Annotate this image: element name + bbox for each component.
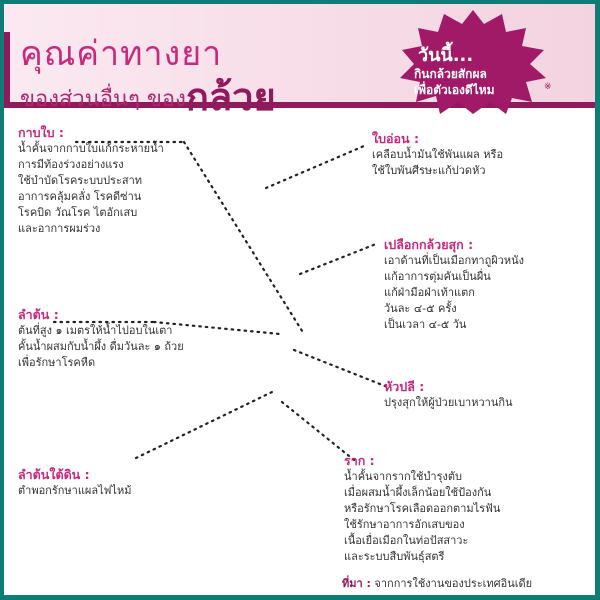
ripe-peel-line: แก้ฝ่ามือฝ่าเท้าแตก <box>384 286 475 299</box>
leaf-sheath-heading: กาบใบ : <box>18 125 64 140</box>
connector-underground-stem <box>136 392 272 458</box>
leaf-sheath-line: ใช้บำบัดโรคระบบประสาท <box>18 174 143 187</box>
stem-heading: ลำต้น : <box>18 307 59 322</box>
section-banana-blossom <box>384 378 513 411</box>
badge-line-2: กินกล้วยสักผล <box>414 67 487 81</box>
stem-line: เพื่อรักษาโรคหืด <box>18 356 96 369</box>
young-leaf-line: เคลือบน้ำมันใช้พันแผล หรือ <box>372 148 504 161</box>
root-line: เนื้อเยื่อเมือกในท่อปัสสาวะ <box>344 534 469 547</box>
subtitle-prefix: ของส่วนอื่นๆ ของ <box>20 87 186 112</box>
root-line: น้ำคั้นจากรากใช้บำรุงตับ <box>344 470 463 483</box>
stem-line: ต้นที่สูง ๑ เมตรให้น้ำไปอบในเตา <box>18 324 173 337</box>
leaf-sheath-line: โรคบิด วัณโรค ไตอักเสบ <box>18 206 138 219</box>
leaf-sheath-line: การมีท้องร่วงอย่างแรง <box>18 158 124 171</box>
section-root <box>344 452 500 565</box>
badge-mark: ※ <box>544 82 552 92</box>
banana-blossom-line: ปรุงสุกให้ผู้ป่วยเบาหวานกิน <box>384 396 513 409</box>
badge-line-3: เพื่อตัวเองดีไหม <box>414 83 495 97</box>
source-label: ที่มา : <box>342 577 371 590</box>
section-ripe-peel <box>384 236 524 333</box>
banana-blossom-heading: หัวปลี : <box>384 379 425 394</box>
ripe-peel-heading: เปลือกกล้วยสุก : <box>384 237 474 252</box>
section-leaf-sheath <box>18 124 164 237</box>
underground-stem-heading: ลำต้นใต้ดิน : <box>18 467 90 482</box>
leaf-sheath-line: น้ำคั้นจากกาบใบแก้กระหายน้ำ <box>18 142 164 155</box>
leaf-sheath-line: อาการคลุ้มคลั่ง โรคดีซ่าน <box>18 190 142 203</box>
root-line: และระบบสืบพันธุ์สตรี <box>344 550 445 563</box>
source-text: จากการใช้งานของประเทศอินเดีย <box>374 577 533 590</box>
stem-line: คั้นน้ำผสมกับน้ำผึ้ง ดื่มวันละ ๑ ถ้วย <box>18 340 184 353</box>
root-line: เมื่อผสมน้ำผึ้งเล็กน้อยใช้ป้องกัน <box>344 486 492 499</box>
subtitle-emphasis: กล้วย <box>185 75 276 119</box>
underground-stem-line: ตำพอกรักษาแผลไฟไหม้ <box>18 484 132 497</box>
ripe-peel-line: วันละ ๔-๕ ครั้ง <box>384 302 457 315</box>
page-title: คุณค่าทางยา <box>20 34 223 74</box>
root-heading: ราก : <box>344 453 375 468</box>
connector-bulb <box>294 350 390 388</box>
section-young-leaf <box>372 130 503 179</box>
leaf-sheath-line: และอาการผมร่วง <box>18 222 101 235</box>
section-stem <box>18 306 184 371</box>
ripe-peel-line: เอาด้านที่เป็นเมือกทาถูผิวหนัง <box>384 254 525 267</box>
source-note <box>342 574 532 592</box>
ripe-peel-line: แก้อาการตุ่มคันเป็นผื่น <box>384 270 491 283</box>
root-line: ใช้รักษาอาการอักเสบของ <box>344 518 465 531</box>
badge-line-1: วันนี้... <box>418 45 474 66</box>
connector-ripe-peel <box>300 244 376 274</box>
connector-leaf-sheath <box>184 142 304 334</box>
root-line: หรือรักษาโรคเลือดออกตามไรฟัน <box>344 502 501 515</box>
ripe-peel-line: เป็นเวลา ๔-๕ วัน <box>384 318 467 331</box>
young-leaf-line: ใช้ใบพันศีรษะแก้ปวดหัว <box>372 164 486 177</box>
connector-young-leaf <box>266 146 364 188</box>
section-underground-stem <box>18 466 131 499</box>
young-leaf-heading: ใบอ่อน : <box>372 131 419 146</box>
